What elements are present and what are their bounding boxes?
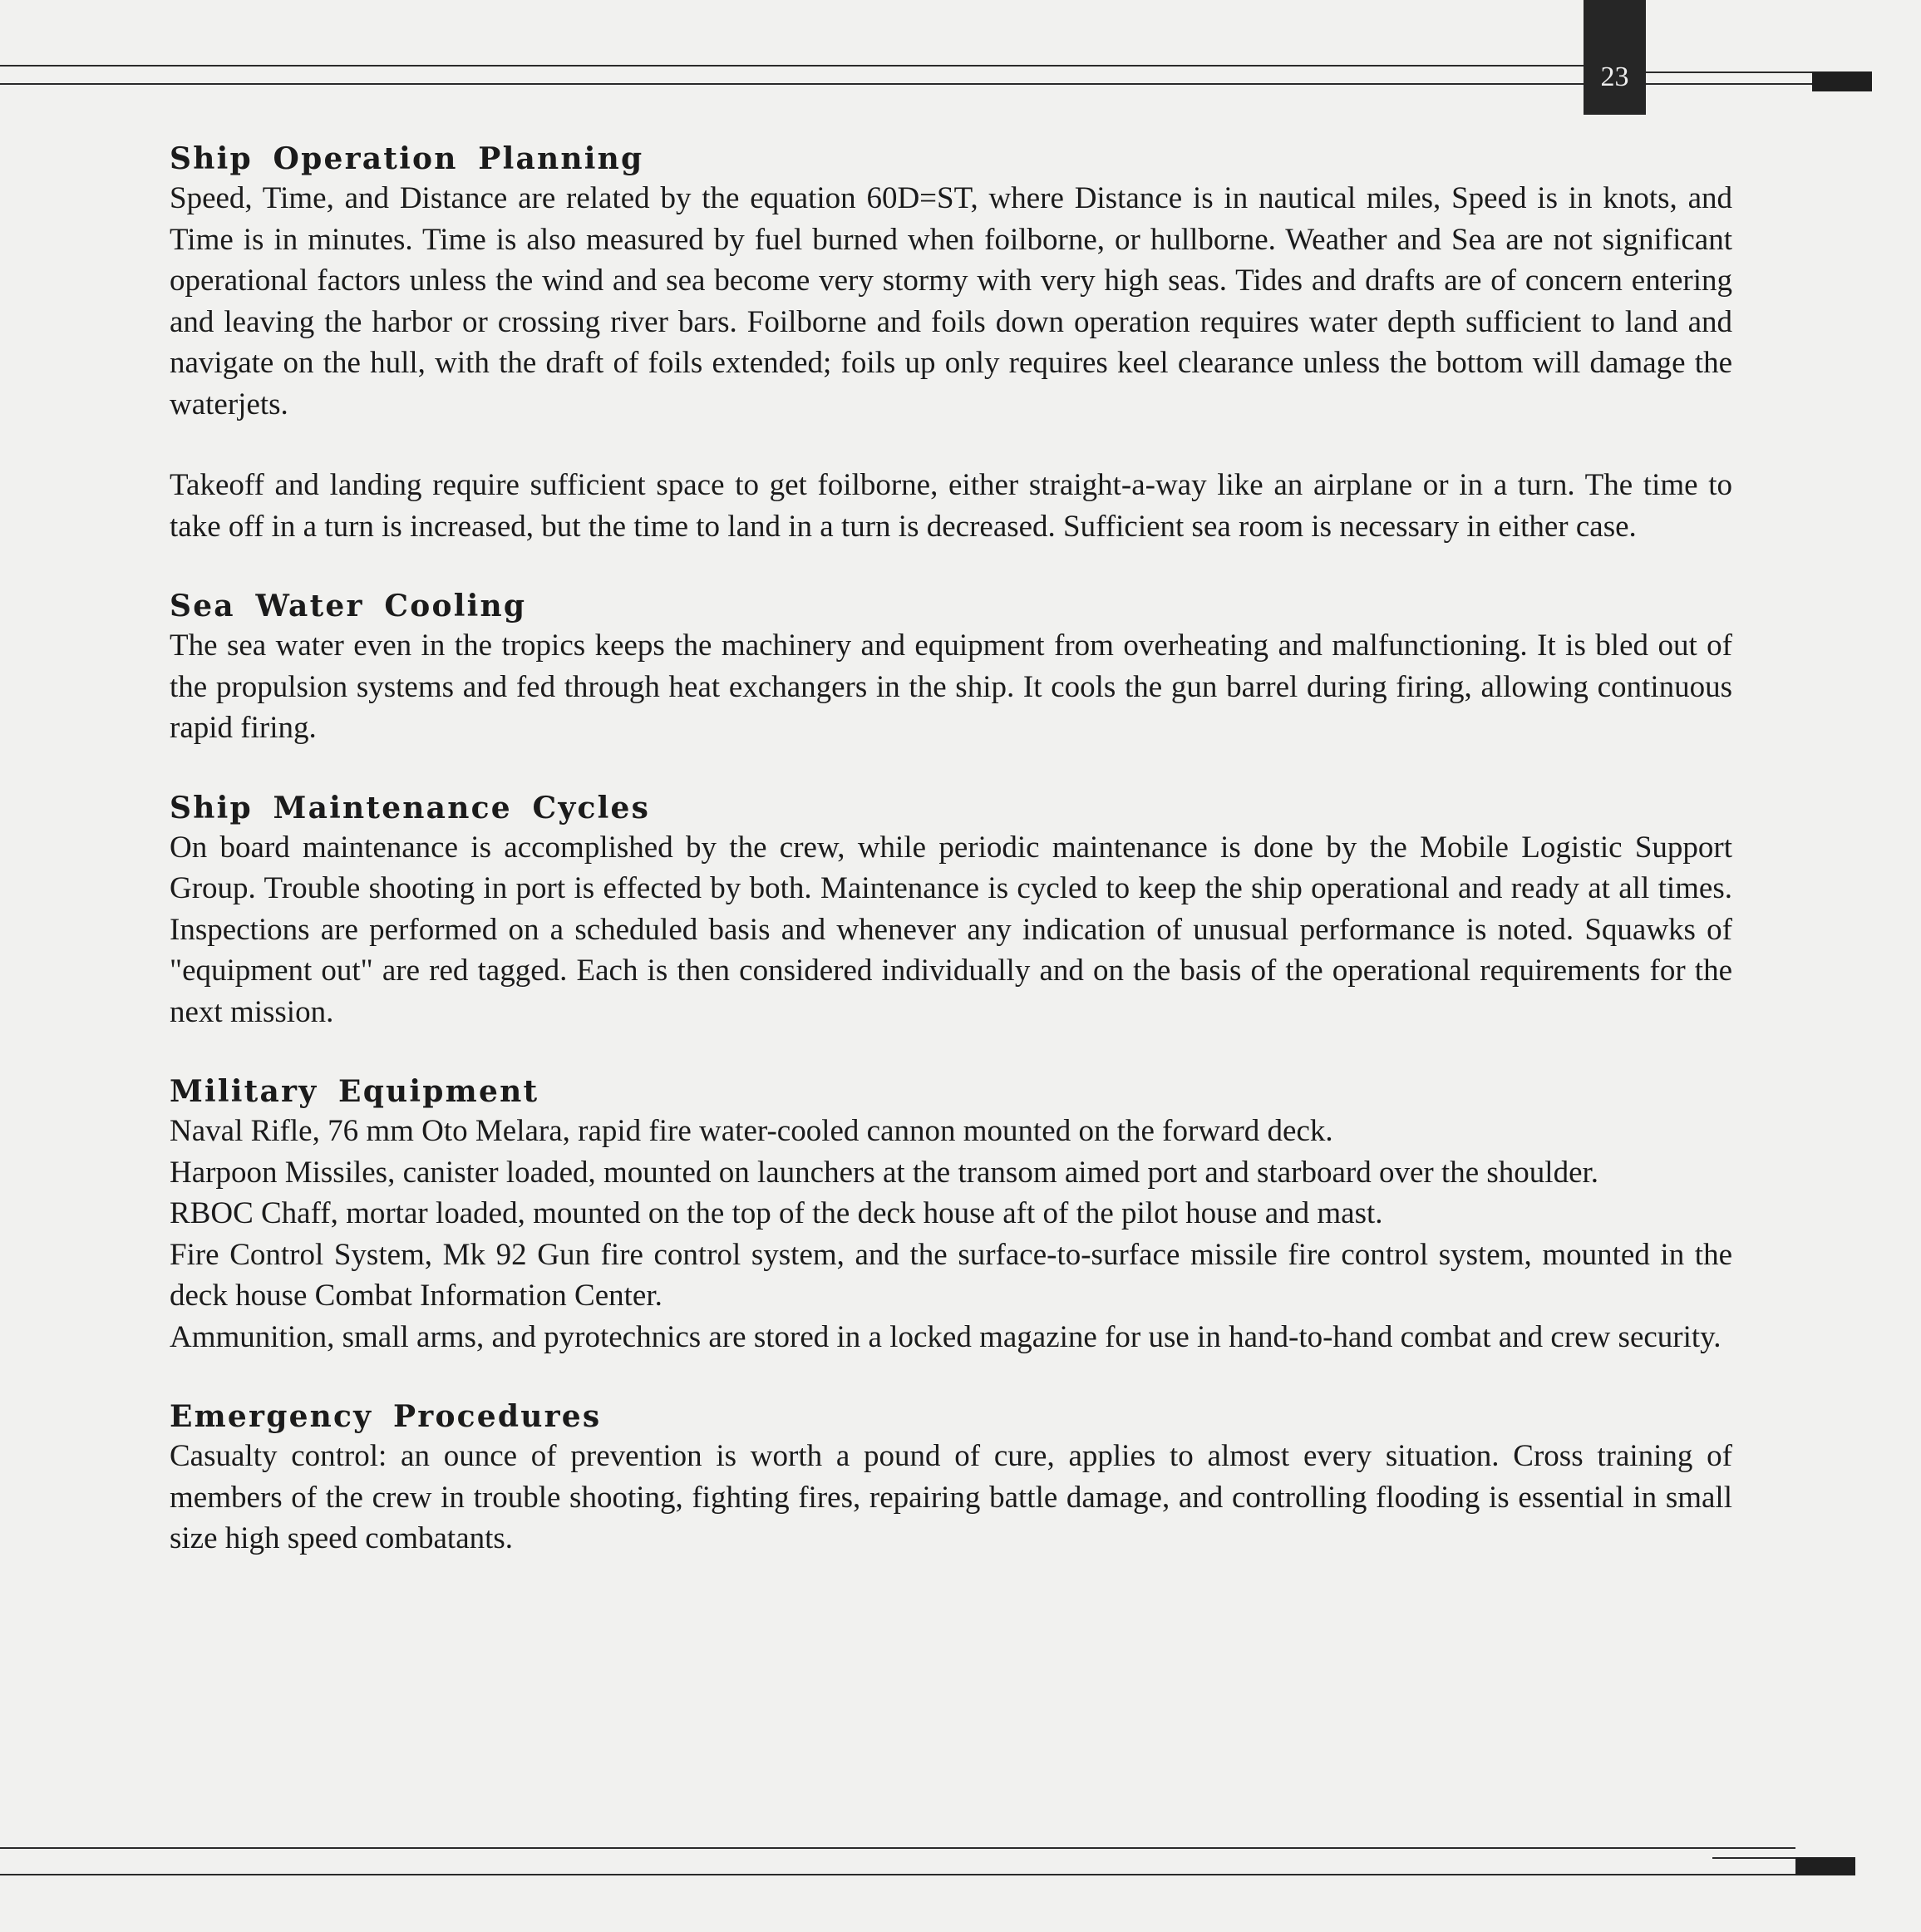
section-ship-maintenance-cycles <box>170 789 1732 1033</box>
equipment-item: RBOC Chaff, mortar loaded, mounted on the top of the deck house aft of the pilot house and mast. <box>170 1196 1383 1230</box>
section-paragraph: Speed, Time, and Distance are related by the equation 60D=ST, where Distance is in nautical miles, Speed is in knots, and Time is in minutes. Time is also measured by fuel burned when foilborne, or hullborne. Weather and Sea are not significant operational factors unless the wind and sea become very stormy with very high seas. Tides and drafts are of concern entering and leaving the harbor or crossing river bars. Foilborne and foils down operation requires water depth sufficient to land and navigate on the hull, with the draft of foils extended; foils up only requires keel clearance unless the bottom will damage the waterjets. <box>170 181 1732 421</box>
header-bar-end <box>1812 71 1872 91</box>
page-number-tab <box>1584 0 1646 115</box>
equipment-item: Naval Rifle, 76 mm Oto Melara, rapid fire water-cooled cannon mounted on the forward deck. <box>170 1114 1333 1148</box>
footer-bar-end <box>1795 1857 1855 1875</box>
footer-rule-connector <box>1712 1857 1795 1859</box>
page-content <box>170 140 1732 1560</box>
equipment-item: Ammunition, small arms, and pyrotechnics are stored in a locked magazine for use in hand-to-hand combat and crew security. <box>170 1319 1722 1354</box>
section-heading: Sea Water Cooling <box>170 589 527 623</box>
section-paragraph: Casualty control: an ounce of prevention is worth a pound of cure, applies to almost every situation. Cross training of members of the crew in trouble shooting, fighting fires, repairing battle damage, and controlling flooding is essential in small size high speed combatants. <box>170 1439 1732 1555</box>
equipment-item: Harpoon Missiles, canister loaded, mounted on launchers at the transom aimed port and starboard over the shoulder. <box>170 1155 1599 1190</box>
page-number: 23 <box>1600 62 1629 92</box>
section-emergency-procedures <box>170 1397 1732 1560</box>
footer-rule-lower <box>0 1874 1795 1875</box>
header-rule-lower <box>0 83 1812 85</box>
header-rule-connector <box>1646 71 1812 73</box>
section-paragraph: On board maintenance is accomplished by the crew, while periodic maintenance is done by the Mobile Logistic Support Group. Trouble shooting in port is effected by both. Maintenance is cycled to keep the ship operational and ready at all times. Inspections are performed on a scheduled basis and whenever any indication of unusual performance is noted. Squawks of "equipment out" are red tagged. Each is then considered individually and on the basis of the operational requirements for the next mission. <box>170 830 1732 1029</box>
equipment-item: Fire Control System, Mk 92 Gun fire control system, and the surface-to-surface missile fire control system, mounted in the deck house Combat Information Center. <box>170 1237 1732 1313</box>
header-rule-upper <box>0 65 1584 67</box>
section-heading: Ship Maintenance Cycles <box>170 790 651 826</box>
section-heading: Military Equipment <box>170 1074 539 1109</box>
section-ship-operation-planning <box>170 140 1732 547</box>
section-sea-water-cooling <box>170 587 1732 749</box>
section-military-equipment <box>170 1072 1732 1358</box>
footer-rule-upper <box>0 1847 1795 1849</box>
section-paragraph: Takeoff and landing require sufficient space to get foilborne, either straight-a-way like an airplane or in a turn. The time to take off in a turn is increased, but the time to land in a turn is decreased. Sufficient sea room is necessary in either case. <box>170 468 1732 544</box>
section-heading: Ship Operation Planning <box>170 141 644 176</box>
section-heading: Emergency Procedures <box>170 1399 602 1434</box>
section-paragraph: The sea water even in the tropics keeps the machinery and equipment from overheating and malfunctioning. It is bled out of the propulsion systems and fed through heat exchangers in the ship. It cools the gun barrel during firing, allowing continuous rapid firing. <box>170 628 1732 745</box>
